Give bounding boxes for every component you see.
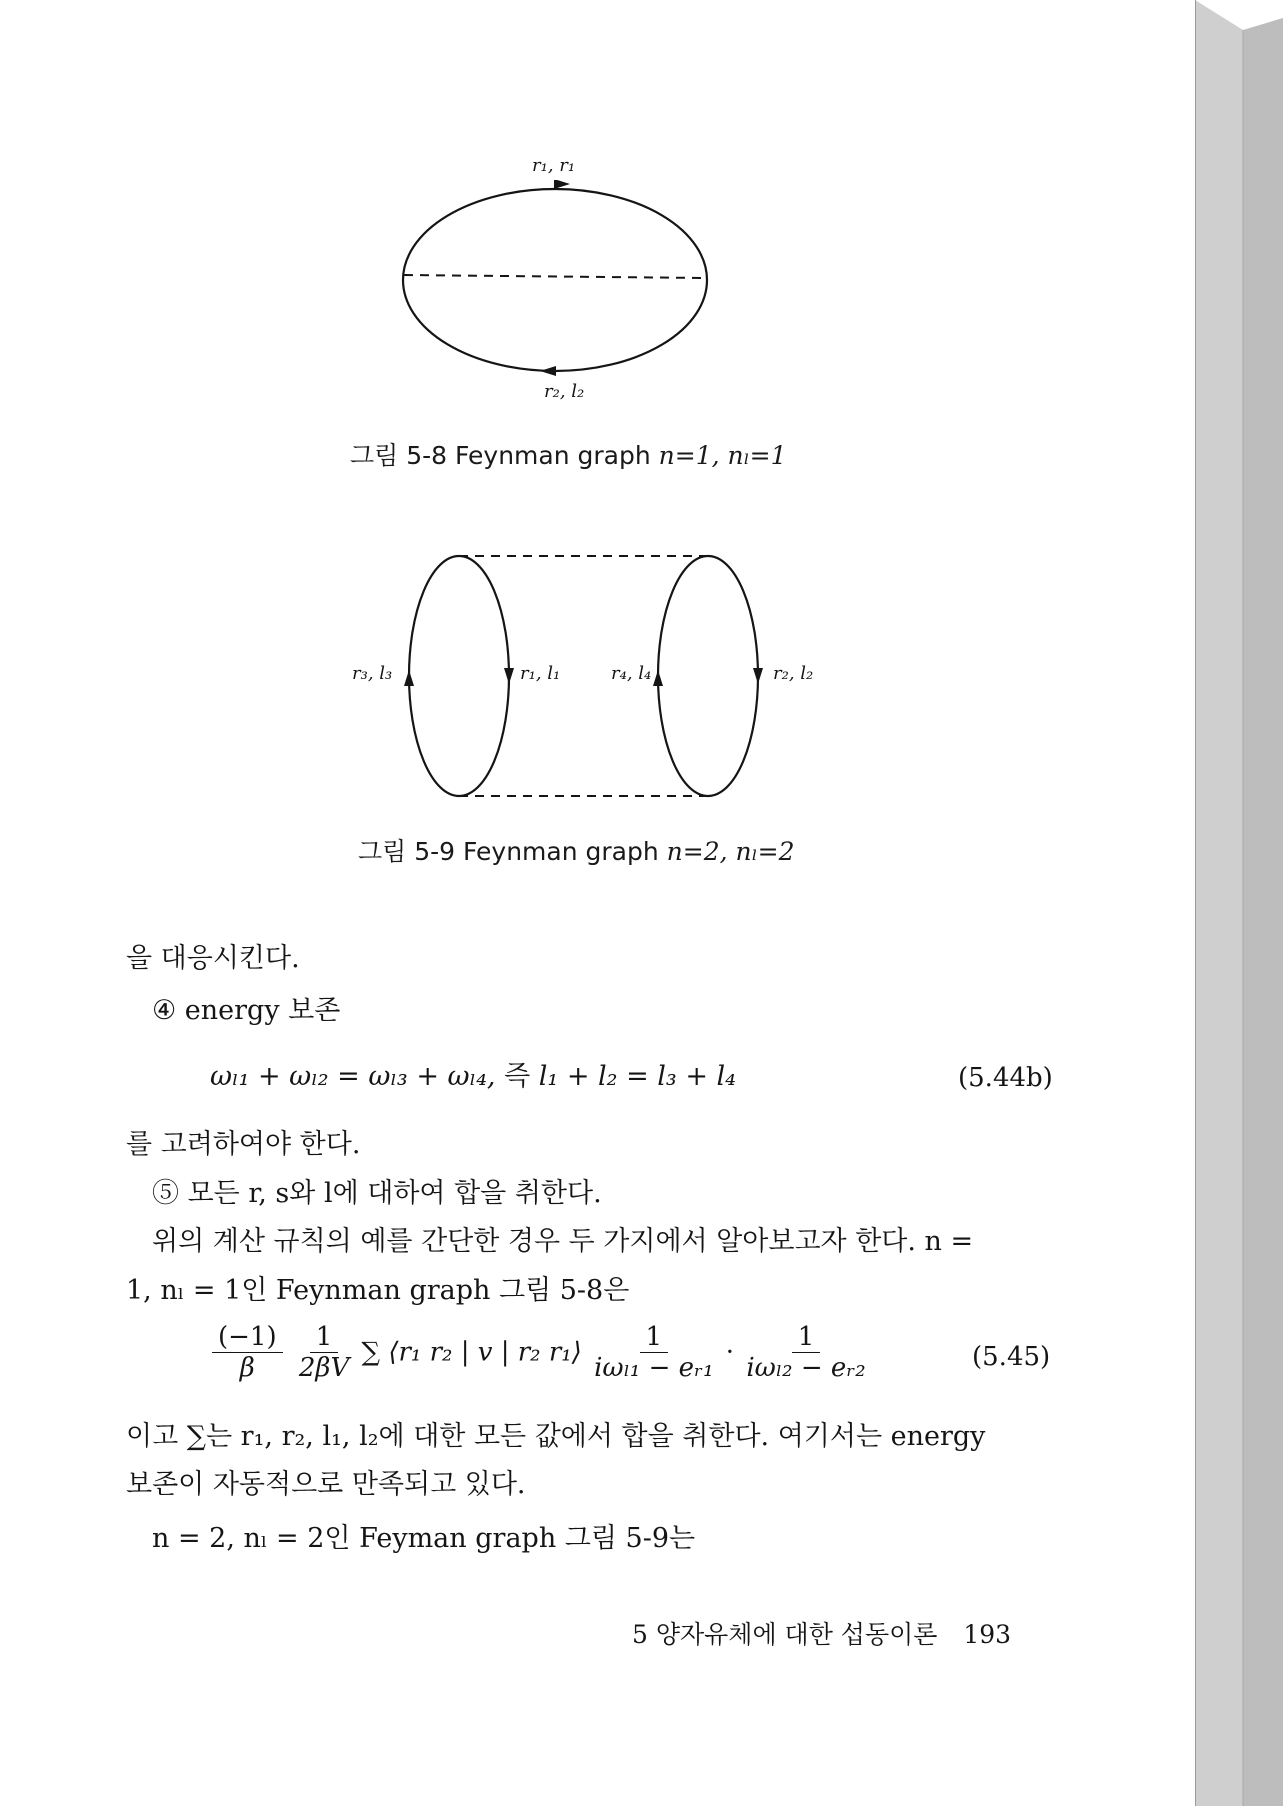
- eq-5-45-f4-num: 1: [792, 1324, 821, 1353]
- eq-5-45-f2-den: 2βV: [298, 1353, 350, 1383]
- eq-5-45-dot: ·: [725, 1337, 735, 1368]
- paragraph-2-line-2: 보존이 자동적으로 만족되고 있다.: [126, 1469, 526, 1500]
- fig59-label-r2-l2: r₂, l₂: [773, 663, 814, 684]
- fig59-label-r1-l1: r₁, l₁: [520, 663, 561, 684]
- right-fermion-loop: [658, 556, 758, 796]
- eq-5-45-f1-den: β: [239, 1353, 255, 1383]
- figure-5-8-diagram: [380, 180, 730, 410]
- arrow-down-icon: [504, 668, 514, 684]
- fig59-label-r3-l3: r₃, l₃: [352, 663, 393, 684]
- eq-5-45-f3-den: iωₗ₁ − eᵣ₁: [594, 1353, 714, 1383]
- chapter-title: 5 양자유체에 대한 섭동이론: [632, 1620, 938, 1649]
- arrow-left-icon: [540, 366, 556, 376]
- eq-5-44b-lhs: ωₗ₁ + ωₗ₂ = ωₗ₃ + ωₗ₄,: [210, 1061, 505, 1092]
- fig59-caption: [358, 832, 795, 868]
- fermion-loop: [403, 189, 707, 371]
- fig58-caption-prefix: 그림 5-8 Feynman graph: [350, 441, 659, 470]
- paragraph-1-line-2: 1, nₗ = 1인 Feynman graph 그림 5-8은: [126, 1275, 630, 1306]
- rule-item-5: ⑤ 모든 r, s와 l에 대하여 합을 취한다.: [152, 1178, 602, 1209]
- arrow-up-icon: [653, 670, 663, 686]
- equation-number-5-45: (5.45): [972, 1342, 1051, 1372]
- equation-5-44b: [210, 1063, 736, 1090]
- page-number: 193: [963, 1620, 1012, 1649]
- eq-5-45-f4-den: iωₗ₂ − eᵣ₂: [746, 1353, 866, 1383]
- rule-item-4: ④ energy 보존: [152, 995, 341, 1026]
- arrow-down-icon: [753, 668, 763, 684]
- arrow-right-icon: [554, 180, 570, 189]
- text-line-consider: 를 고려하여야 한다.: [126, 1129, 361, 1160]
- fig59-caption-prefix: 그림 5-9 Feynman graph: [358, 837, 667, 866]
- eq-5-45-fraction-4: [746, 1324, 865, 1381]
- paragraph-3: n = 2, nₗ = 2인 Feyman graph 그림 5-9는: [152, 1523, 696, 1554]
- fig59-label-r4-l4: r₄, l₄: [611, 663, 652, 684]
- paragraph-2-line-1: 이고 ∑는 r₁, r₂, l₁, l₂에 대한 모든 값에서 합을 취한다. 여기서는 energy: [126, 1421, 986, 1452]
- page-edge-decoration: [1195, 0, 1283, 1806]
- eq-5-45-f1-num: (−1): [212, 1324, 283, 1353]
- eq-5-45-sum: ∑ ⟨r₁ r₂ | v | r₂ r₁⟩: [361, 1337, 582, 1368]
- fig58-bottom-label: r₂, l₂: [544, 381, 585, 402]
- fig58-caption: [350, 436, 787, 472]
- eq-5-45-f2-num: 1: [310, 1324, 339, 1353]
- eq-5-45-fraction-3: [594, 1324, 713, 1381]
- eq-5-45-fraction-2: [299, 1324, 349, 1381]
- fig59-caption-math: n=2, nₗ=2: [666, 837, 795, 866]
- figure-5-9-diagram: [395, 548, 775, 808]
- eq-5-44b-rhs: l₁ + l₂ = l₃ + l₄: [538, 1061, 736, 1092]
- running-footer: [632, 1615, 1011, 1651]
- eq-5-45-fraction-1: [212, 1324, 283, 1381]
- paragraph-1-line-1: 위의 계산 규칙의 예를 간단한 경우 두 가지에서 알아보고자 한다. n =: [152, 1226, 974, 1257]
- eq-5-45-f3-num: 1: [640, 1324, 669, 1353]
- eq-5-44b-mid: 즉: [504, 1061, 539, 1092]
- interaction-line: [404, 275, 706, 278]
- fig58-top-label: r₁, r₁: [532, 155, 576, 176]
- left-fermion-loop: [409, 556, 509, 796]
- equation-number-5-44b: (5.44b): [958, 1063, 1053, 1093]
- fig58-caption-math: n=1, nₗ=1: [658, 441, 787, 470]
- text-line-correspond: 을 대응시킨다.: [126, 943, 300, 974]
- equation-5-45: [208, 1324, 870, 1381]
- arrow-up-icon: [404, 670, 414, 686]
